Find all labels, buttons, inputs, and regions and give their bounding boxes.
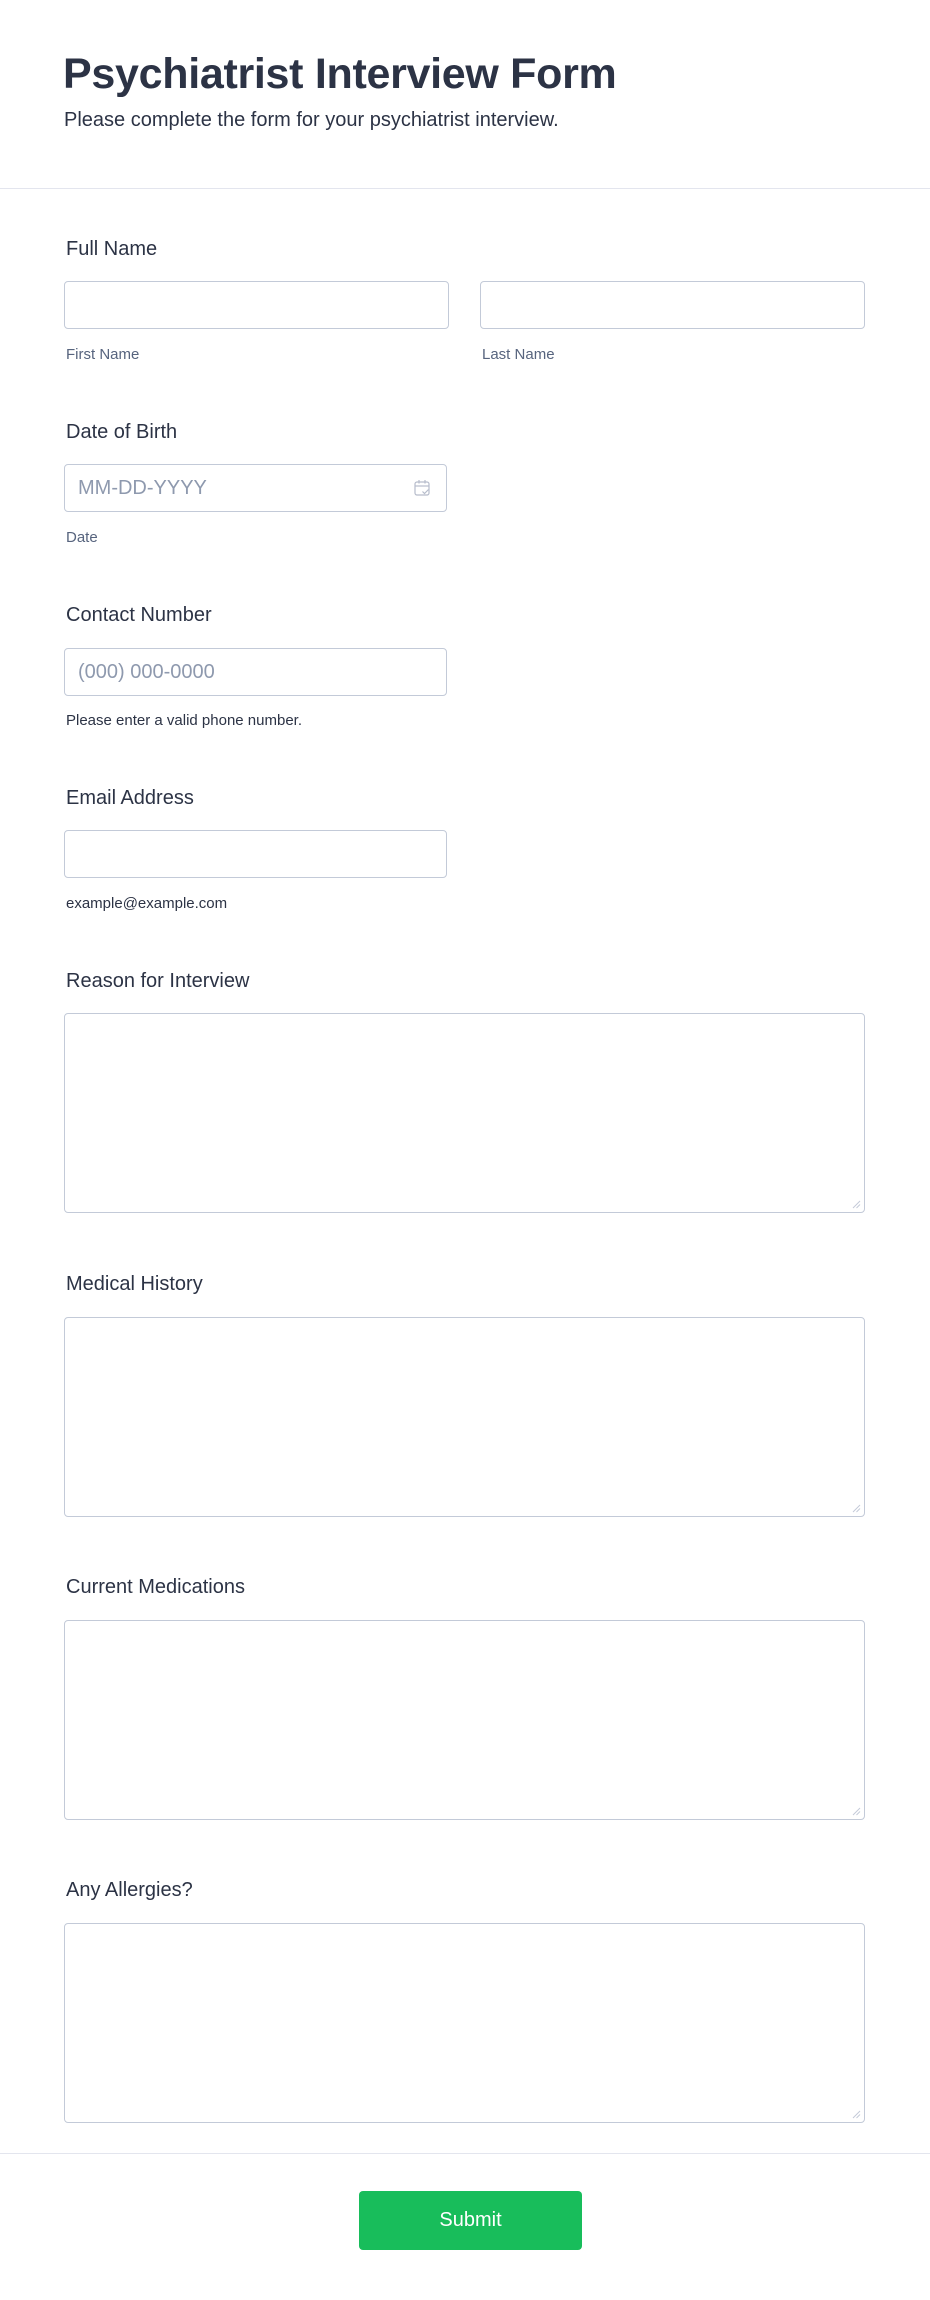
- allergies-textarea[interactable]: [64, 1923, 865, 2123]
- dob-label: Date of Birth: [66, 421, 178, 443]
- first-name-input[interactable]: [64, 281, 449, 329]
- first-name-sublabel: First Name: [66, 346, 140, 363]
- email-label: Email Address: [66, 787, 194, 809]
- reason-textarea[interactable]: [64, 1013, 865, 1213]
- email-input[interactable]: [64, 830, 447, 878]
- contact-label: Contact Number: [66, 604, 212, 626]
- medications-label: Current Medications: [66, 1576, 245, 1598]
- form-subtitle: Please complete the form for your psychiatrist interview.: [64, 109, 559, 131]
- contact-sublabel: Please enter a valid phone number.: [66, 712, 302, 729]
- contact-placeholder: (000) 000-0000: [78, 661, 215, 683]
- resize-grip-icon[interactable]: [852, 1807, 861, 1816]
- last-name-input[interactable]: [480, 281, 865, 329]
- email-sublabel: example@example.com: [66, 895, 228, 912]
- full-name-label: Full Name: [66, 238, 158, 260]
- form-title: Psychiatrist Interview Form: [63, 50, 617, 98]
- dob-input[interactable]: [64, 464, 447, 512]
- footer-divider: [0, 2153, 930, 2154]
- contact-input[interactable]: [64, 648, 447, 696]
- medications-textarea[interactable]: [64, 1620, 865, 1820]
- form-header: [0, 0, 930, 188]
- resize-grip-icon[interactable]: [852, 1200, 861, 1209]
- medical-history-textarea[interactable]: [64, 1317, 865, 1517]
- reason-label: Reason for Interview: [66, 970, 250, 992]
- resize-grip-icon[interactable]: [852, 2110, 861, 2119]
- calendar-check-icon[interactable]: [413, 479, 431, 497]
- header-divider: [0, 188, 930, 189]
- last-name-sublabel: Last Name: [482, 346, 555, 363]
- allergies-label: Any Allergies?: [66, 1879, 193, 1901]
- dob-placeholder: MM-DD-YYYY: [78, 477, 207, 499]
- dob-sublabel: Date: [66, 529, 98, 546]
- resize-grip-icon[interactable]: [852, 1504, 861, 1513]
- medical-history-label: Medical History: [66, 1273, 203, 1295]
- submit-button[interactable]: Submit: [359, 2191, 582, 2250]
